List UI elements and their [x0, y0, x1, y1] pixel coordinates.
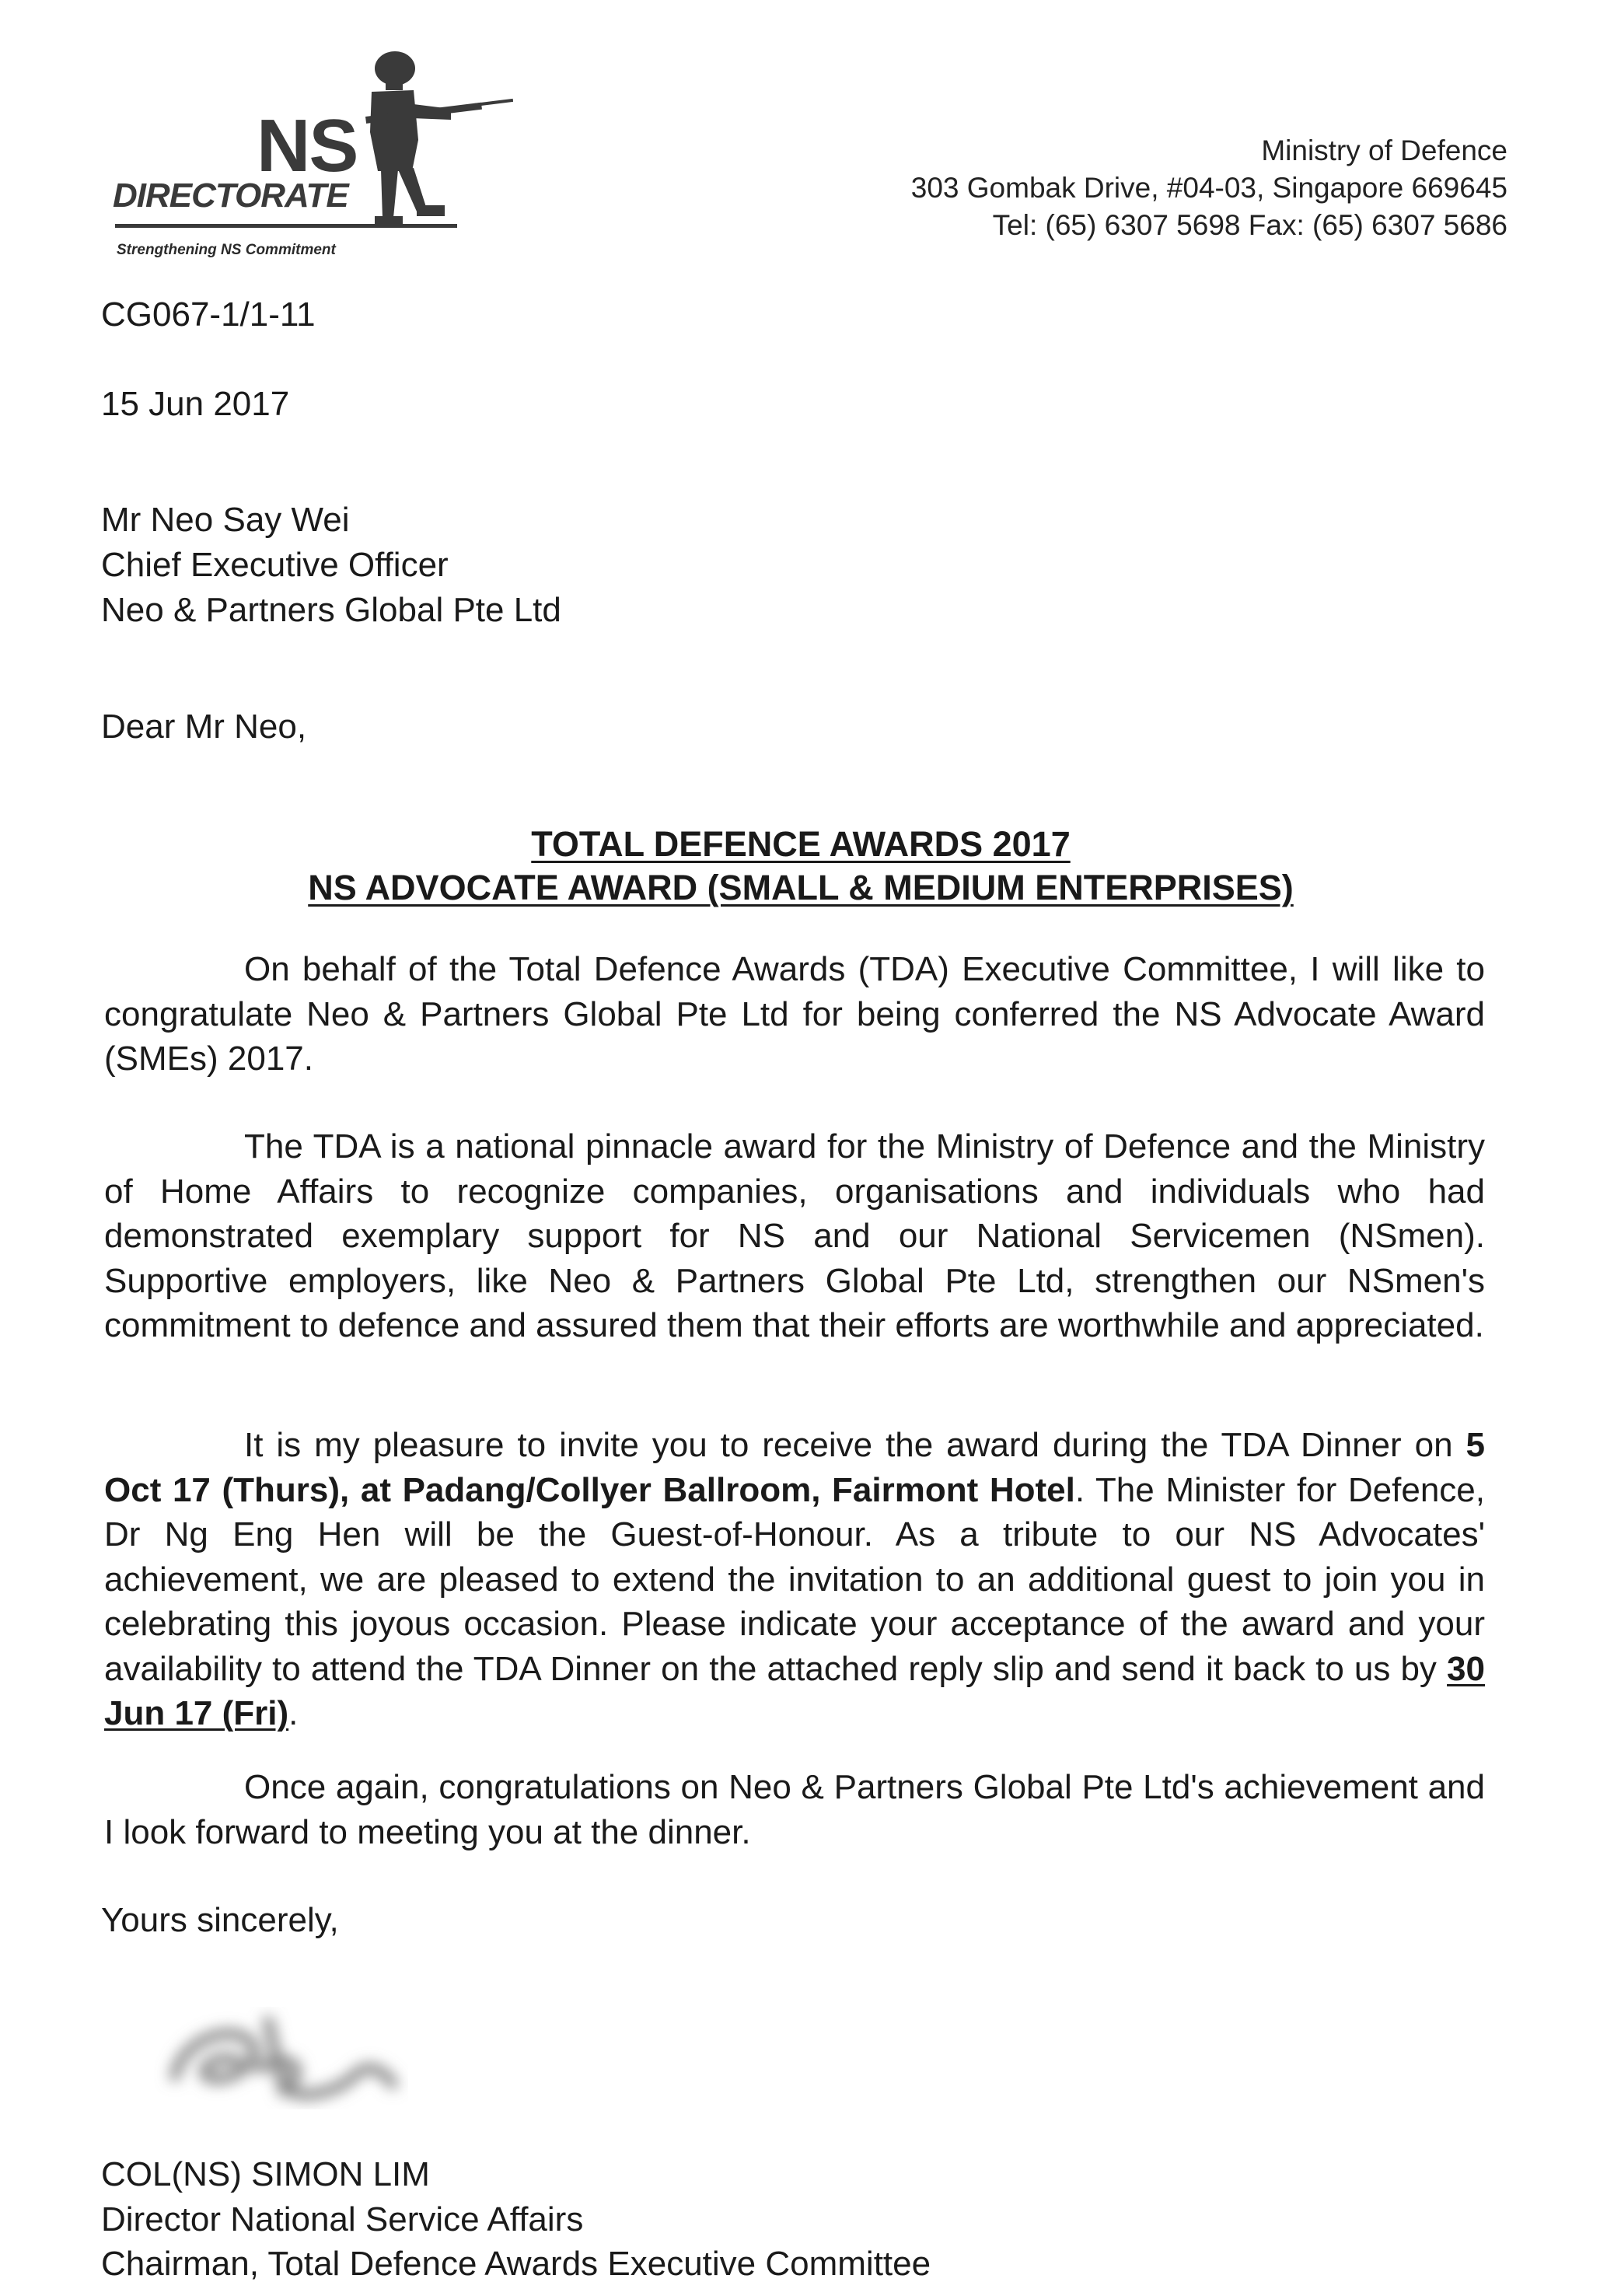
body-paragraph-4: Once again, congratulations on Neo & Partners Global Pte Ltd's achievement and I look forward to meeting you at the dinner.: [104, 1768, 1485, 1851]
subject-line-2: NS ADVOCATE AWARD (SMALL & MEDIUM ENTERPRISES): [308, 868, 1294, 907]
blurred-signature-icon: [152, 1990, 408, 2123]
salutation: Dear Mr Neo,: [101, 708, 307, 746]
closing: Yours sincerely,: [101, 1901, 339, 1939]
body-paragraph-1: On behalf of the Total Defence Awards (TDA) Executive Committee, I will like to congratulate Neo & Partners Global Pte Ltd for being conferred the NS Advocate Award (SMEs) 2017.: [104, 950, 1485, 1078]
address-line-3: Tel: (65) 6307 5698 Fax: (65) 6307 5686: [992, 209, 1507, 241]
signatory-block: [101, 2152, 931, 2287]
address-line-1: Ministry of Defence: [1261, 135, 1507, 166]
logo-directorate-text: DIRECTORATE: [113, 176, 348, 215]
letterhead-address: [730, 132, 1507, 244]
signatory-role-2: Chairman, Total Defence Awards Executive Committee: [101, 2245, 931, 2283]
body-paragraph-3: [104, 1423, 1485, 1736]
reference-number: CG067-1/1-11: [101, 295, 316, 334]
para3-text-1: It is my pleasure to invite you to receive the award during the TDA Dinner on: [244, 1426, 1466, 1464]
ns-directorate-logo: [109, 23, 513, 257]
subject-line-1: TOTAL DEFENCE AWARDS 2017: [531, 824, 1071, 864]
recipient-block: [101, 498, 561, 633]
signatory-name: COL(NS) SIMON LIM: [101, 2155, 430, 2193]
address-line-2: 303 Gombak Drive, #04-03, Singapore 669645: [910, 172, 1507, 204]
letter-date: 15 Jun 2017: [101, 385, 290, 423]
signatory-role: Director National Service Affairs: [101, 2200, 584, 2238]
para3-text-3: .: [288, 1694, 299, 1732]
para3-text-2: . The Minister for Defence, Dr Ng Eng Hen will be the Guest-of-Honour. As a tribute to our NS Advocates' achievement, we are pleased to extend the invitation to an additional guest to join you in celebrating this joyous occasion. Please indicate your acceptance of the award and your availability to attend the TDA Dinner on the attached reply slip and send it back to us by: [104, 1470, 1485, 1688]
recipient-title: Chief Executive Officer: [101, 546, 449, 584]
body-paragraph-2: The TDA is a national pinnacle award for the Ministry of Defence and the Ministry of Home Affairs to recognize companies, organisations and individuals who had demonstrated exemplary support for NS and our National Servicemen (NSmen). Supportive employers, like Neo & Partners Global Pte Ltd, strengthen our NSmen's commitment to defence and assured them that their efforts are worthwhile and appreciated.: [104, 1127, 1485, 1344]
reply-deadline: 30 Jun 17 (Fri): [104, 1649, 1485, 1732]
event-details: 5 Oct 17 (Thurs), at Padang/Collyer Ballroom, Fairmont Hotel: [104, 1426, 1485, 1509]
logo-ns-text: NS: [257, 104, 358, 187]
recipient-company: Neo & Partners Global Pte Ltd: [101, 591, 561, 629]
recipient-name: Mr Neo Say Wei: [101, 501, 350, 539]
logo-tagline: Strengthening NS Commitment: [117, 242, 336, 258]
subject-heading: [101, 823, 1500, 910]
